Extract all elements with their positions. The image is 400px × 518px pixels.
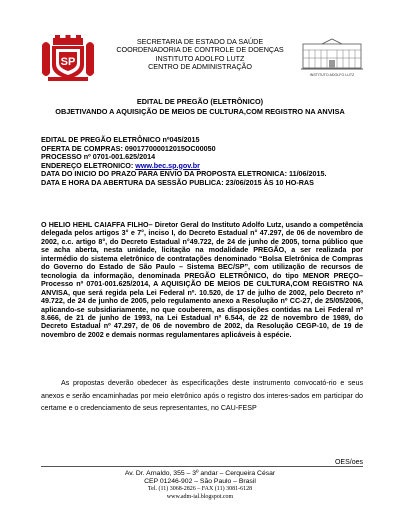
footer-cep: CEP 01246-902 – São Paulo – Brasil [144, 478, 256, 485]
title-line-1: EDITAL DE PREGÃO (ELETRÔNICO) [136, 97, 264, 106]
edital-title [40, 97, 360, 116]
footer-phone: Tel. (11) 3068-2826 – FAX (11) 3081-6128 [147, 486, 253, 492]
endereco-label: ENDEREÇO ELETRONICO: [41, 160, 136, 170]
propostas-paragraph [41, 377, 363, 415]
footer-address: Av. Dr. Arnaldo, 355 – 3º andar – Cerqueira César [124, 470, 276, 477]
logo-caption: INSTITUTO ADOLFO LUTZ [309, 73, 355, 77]
processo-number: PROCESSO nº 0701-001.625/2014 [41, 152, 156, 161]
title-line-2: OBJETIVANDO A AQUISIÇÃO DE MEIOS DE CULTURA,COM REGISTRO NA ANVISA [55, 106, 345, 116]
coat-of-arms-monogram: SP [60, 56, 76, 68]
document-footer [100, 470, 300, 501]
instituto-adolfo-lutz-logo [300, 38, 364, 82]
footer-divider [41, 466, 363, 467]
document-header [100, 38, 300, 72]
propostas-text: As propostas deverão obedecer às especificações deste instrumento convocató-rio e seus anexos e serão encaminhadas por meio eletrônico após o registro dos interes-sados em participar do certame e o credenciamento de seus representantes, no CAU-FESP [41, 379, 363, 413]
header-secretaria: SECRETARIA DE ESTADO DA SAÚDE [136, 37, 264, 46]
document-code: OES/oes [334, 459, 363, 466]
oferta-de-compras: OFERTA DE COMPRAS: 090177000012015OC00050 [41, 143, 216, 153]
edital-info-block [41, 136, 366, 187]
edital-number: EDITAL DE PREGÃO ELETRÔNICO nº045/2015 [41, 135, 200, 144]
bec-website-link[interactable]: www.bec.sp.gov.br [135, 160, 200, 170]
data-inicio-prazo: DATA DO INICIO DO PRAZO PARA ENVIO DA PROPOSTA ELETRONICA: 11/06/2015. [41, 169, 327, 178]
data-abertura-sessao: DATA E HORA DA ABERTURA DA SESSÃO PUBLICA: 23/06/2015 ÀS 10 HO-RAS [41, 177, 314, 187]
sao-paulo-coat-of-arms-logo [40, 35, 96, 82]
header-coordenadoria: COORDENADORIA DE CONTROLE DE DOENÇAS [116, 45, 284, 55]
header-centro: CENTRO DE ADMINISTRAÇÃO [148, 62, 252, 72]
header-instituto: INSTITUTO ADOLFO LUTZ [155, 53, 245, 63]
footer-website: www.adm-ial.blogspot.com [166, 493, 234, 500]
edital-main-paragraph: O HELIO HEHL CAIAFFA FILHO– Diretor Geral do Instituto Adolfo Lutz, usando a competência delegada pelos artigos 3° e 7°, inciso I, do Decreto Estadual n° 47.297, de 06 de novembro de 2002, c.c. artigo 8°, do Decreto Estadual n°49.722, de 24 de junho de 2005, torna público que se acha aberta, nesta unidade, licitação na modalidade PREGÃO, a ser realizada por intermédio do sistema eletrônico de contratações denominado “Bolsa Eletrônica de Compras do Governo do Estado de São Paulo – Sistema BEC/SP”, com utilização de recursos de tecnologia da informação, denominada PREGÃO ELETRÔNICO, do tipo MENOR PREÇO– Processo nº 0701-001.625/2014, A AQUISIÇÃO DE MEIOS DE CULTURA,COM REGISTRO NA ANVISA, que será regida pela Lei Federal nº. 10.520, de 17 de julho de 2002, pelo Decreto nº 49.722, de 24 de junho de 2005, pelo regulamento anexo a Resolução nº CC-27, de 25/05/2006, aplicando-se subsidiariamente, no que couberem, as disposições contidas na Lei Federal nº 8.666, de 21 de junho de 1993, na Lei Estadual nº 6.544, de 22 de novembro de 1989, do Decreto Estadual nº 47.297, de 06 de novembro de 2002, da Resolução CEGP-10, de 19 de novembro de 2002 e demais normas regulamentares aplicáveis à espécie. [41, 221, 363, 339]
